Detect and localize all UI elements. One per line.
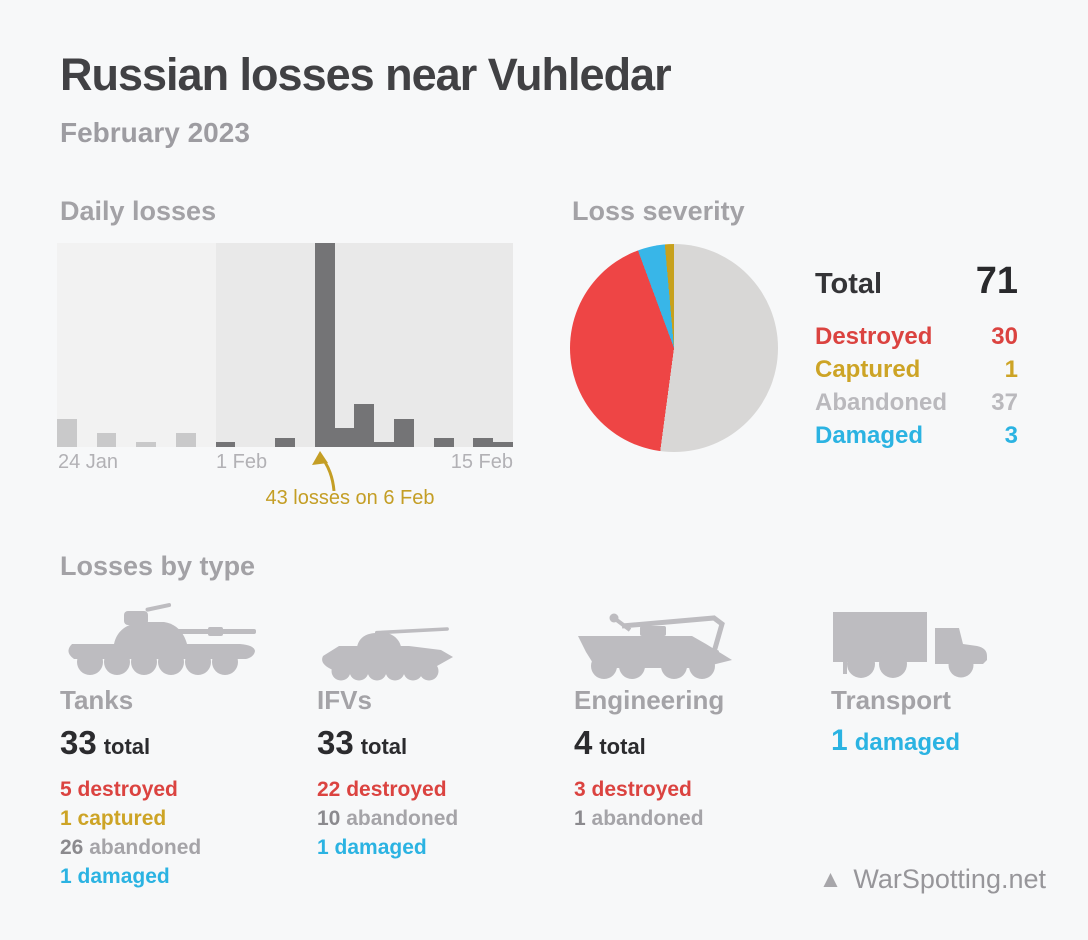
type-column-tanks — [60, 596, 317, 891]
bar-30-jan — [176, 433, 196, 447]
stat-value: 26 — [60, 836, 84, 859]
bar-7-feb — [335, 428, 355, 447]
stat-value: 1 — [317, 836, 329, 859]
ifv-icon — [317, 616, 453, 682]
bar-14-feb — [473, 438, 493, 447]
page-subtitle: February 2023 — [60, 117, 250, 148]
stat-value: 1 — [60, 807, 72, 830]
bar-1-feb — [216, 442, 236, 447]
stat-destroyed — [317, 775, 574, 804]
brand-footer — [819, 866, 1046, 893]
total-label: Total — [815, 268, 883, 300]
type-name: Transport — [831, 685, 951, 715]
stat-label: destroyed — [340, 778, 447, 801]
stat-destroyed — [60, 775, 317, 804]
type-column-engineering — [574, 596, 831, 891]
stat-label: abandoned — [83, 836, 202, 859]
legend-row-damaged — [815, 419, 1018, 452]
stat-captured — [60, 804, 317, 833]
axis-label-24-jan: 24 Jan — [58, 451, 119, 473]
stat-value: 1 — [60, 865, 72, 888]
bar-10-feb — [394, 419, 414, 447]
daily-losses-bars — [57, 243, 513, 447]
legend-value: 30 — [991, 323, 1018, 350]
legend-label: Destroyed — [815, 323, 933, 350]
stat-value: 1 — [574, 807, 586, 830]
legend-value: 37 — [991, 389, 1018, 416]
annotation-arrow-icon — [310, 451, 344, 491]
stat-damaged — [60, 862, 317, 891]
engineering-icon — [574, 598, 744, 682]
losses-by-type-heading: Losses by type — [60, 551, 256, 581]
type-column-ifvs — [317, 596, 574, 891]
type-stats — [60, 775, 317, 891]
daily-losses-chart — [57, 243, 513, 447]
type-column-transport — [831, 596, 1088, 894]
page-title: Russian losses near Vuhledar — [60, 49, 671, 100]
bar-4-feb — [275, 438, 295, 447]
bar-24-jan — [57, 419, 77, 447]
triangle-logo-icon: ▲ — [818, 865, 843, 893]
bar-9-feb — [374, 442, 394, 447]
stat-label: damaged — [71, 865, 170, 888]
stat-abandoned — [574, 804, 831, 833]
stat-label: destroyed — [71, 778, 178, 801]
severity-legend-rows — [815, 320, 1018, 452]
type-total: 33 total — [317, 724, 408, 761]
transport-icon — [831, 602, 987, 682]
type-name: Tanks — [60, 685, 134, 715]
legend-label: Captured — [815, 356, 921, 383]
stat-abandoned — [317, 804, 574, 833]
bar-6-feb — [315, 243, 335, 447]
bar-8-feb — [354, 404, 374, 447]
severity-legend — [815, 260, 1018, 452]
stat-abandoned — [60, 833, 317, 862]
legend-label: Damaged — [815, 422, 924, 449]
stat-destroyed — [574, 775, 831, 804]
total-value: 71 — [975, 260, 1018, 302]
stat-label: captured — [71, 807, 167, 830]
legend-label: Abandoned — [815, 389, 947, 416]
type-columns — [60, 596, 1070, 894]
loss-severity-heading: Loss severity — [572, 196, 745, 226]
type-name: Engineering — [574, 685, 725, 715]
legend-row-captured — [815, 353, 1018, 386]
tank-icon — [60, 598, 256, 682]
annotation-label: 43 losses on 6 Feb — [265, 487, 435, 509]
type-total: 4 total — [574, 724, 646, 761]
legend-row-abandoned — [815, 386, 1018, 419]
legend-total-row — [815, 260, 1018, 303]
stat-label: damaged — [328, 836, 427, 859]
legend-value: 1 — [1004, 356, 1018, 383]
bar-28-jan — [136, 442, 156, 447]
type-stats — [574, 775, 831, 833]
type-stats — [317, 775, 574, 862]
brand-name: WarSpotting.net — [853, 864, 1046, 894]
stat-label: abandoned — [340, 807, 459, 830]
type-name: IFVs — [317, 685, 372, 715]
type-highlight: 1 damaged — [831, 724, 961, 757]
bar-12-feb — [434, 438, 454, 447]
bar-15-feb — [493, 442, 513, 447]
stat-value: 10 — [317, 807, 341, 830]
bar-26-jan — [97, 433, 117, 447]
daily-losses-heading: Daily losses — [60, 196, 217, 226]
stat-label: abandoned — [585, 807, 704, 830]
stat-value: 3 — [574, 778, 586, 801]
axis-label-15-feb: 15 Feb — [450, 451, 513, 473]
type-total: 33 total — [60, 724, 151, 761]
stat-damaged — [317, 833, 574, 862]
legend-value: 3 — [1004, 422, 1018, 449]
legend-row-destroyed — [815, 320, 1018, 353]
loss-severity-pie — [570, 244, 778, 452]
stat-label: destroyed — [585, 778, 692, 801]
axis-label-1-feb: 1 Feb — [216, 451, 268, 473]
stat-value: 5 — [60, 778, 72, 801]
stat-value: 22 — [317, 778, 341, 801]
